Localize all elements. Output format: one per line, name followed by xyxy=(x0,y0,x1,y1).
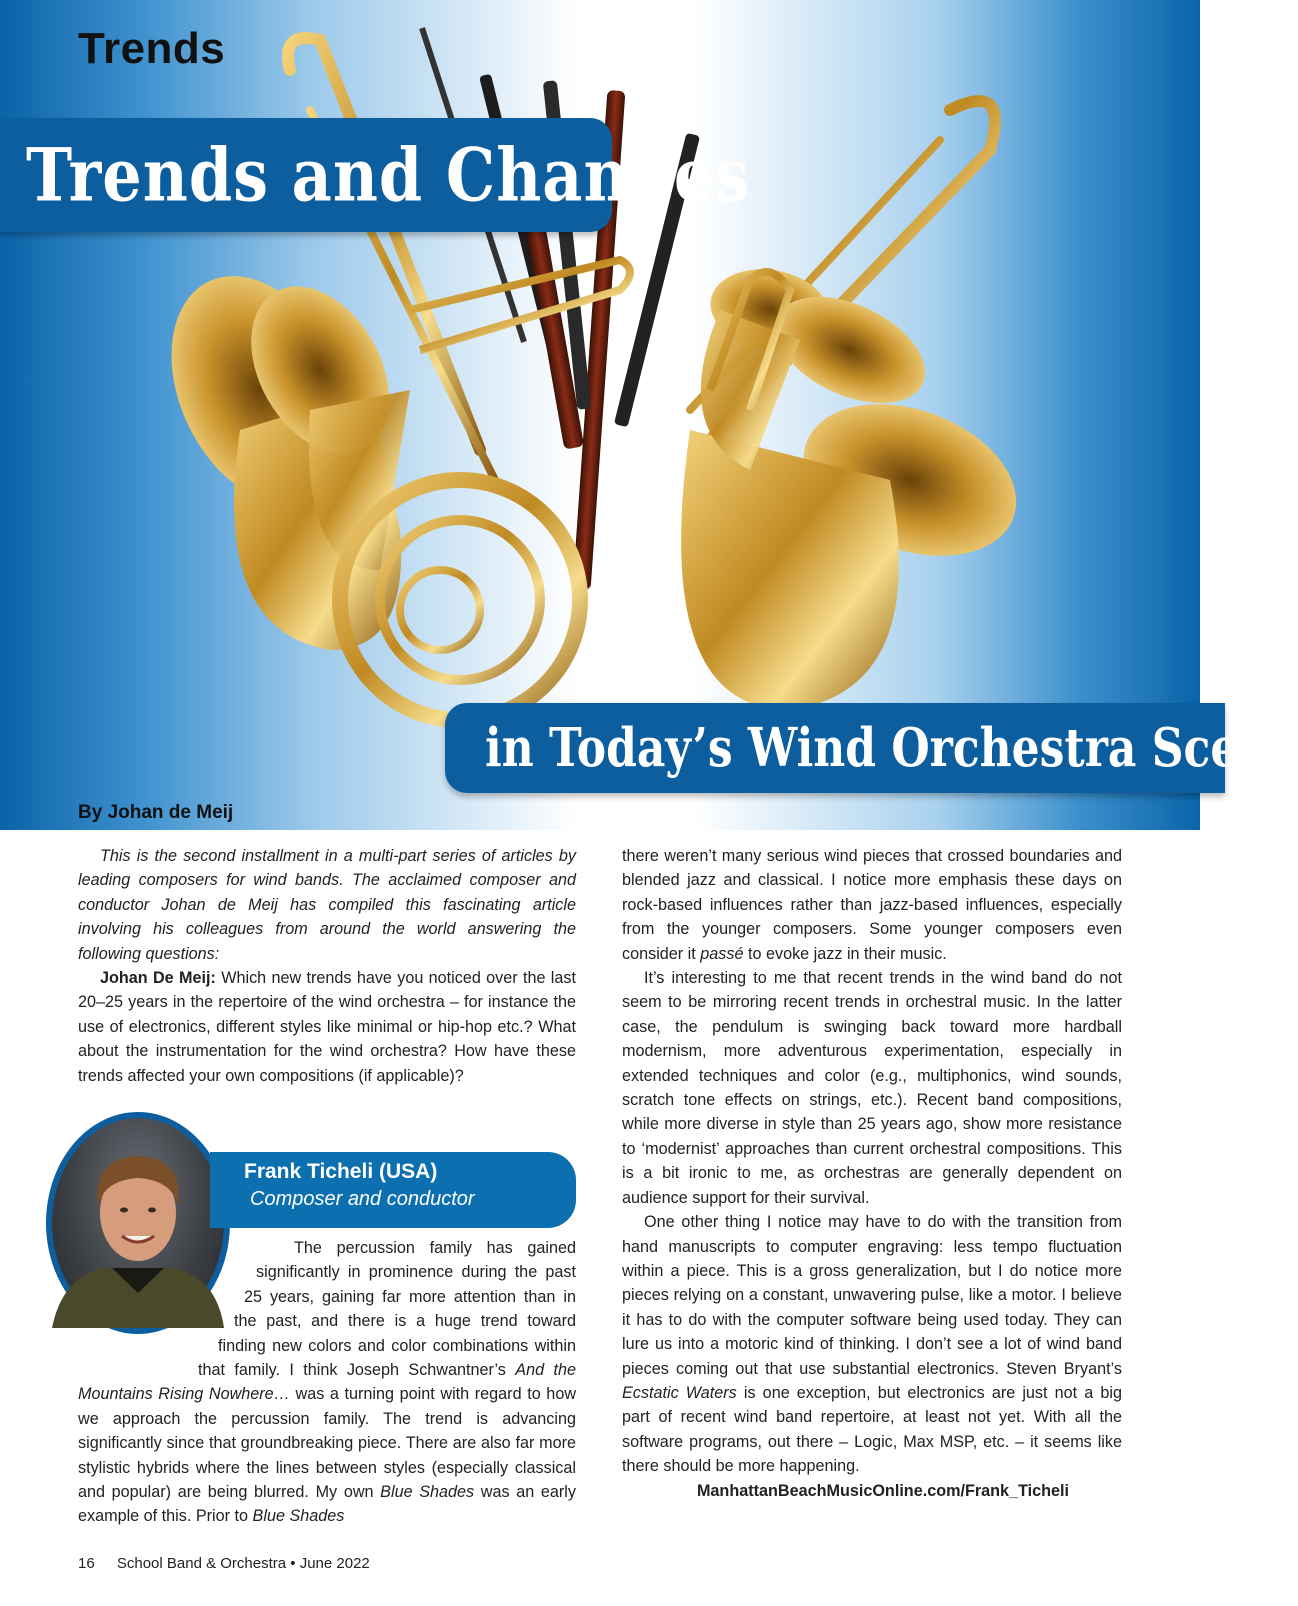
page-number: 16 xyxy=(78,1555,95,1572)
tuba-left xyxy=(137,247,417,650)
intro-paragraph: This is the second installment in a multi-part series of articles by leading composers for wind bands. The acclaimed composer and conductor Johan de Meij has compiled this fascinating article involving his colleagues from around the world answering the following questions: xyxy=(78,847,576,963)
profile-name: Frank Ticheli (USA) xyxy=(244,1160,438,1183)
answer-paragraph-2: It’s interesting to me that recent trends in the wind band do not seem to be mirroring recent trends in orchestral music. In the latter case, the pendulum is swinging back toward more hardball modernism, more adventurous experimentation, especially in extended techniques and color (e.g., multiphonics, wind sounds, scratch tone effects on strings, etc.). Recent band compositions, while more diverse in style than 25 years ago, show more resistance to ‘modernist’ approaches than current orchestral compositions. This is a bit ironic to me, as orchestras are generally dependent on audience support for their survival. xyxy=(622,969,1122,1207)
publication-name: School Band & Orchestra xyxy=(116,1555,287,1572)
question-paragraph xyxy=(78,966,576,1088)
profile-banner xyxy=(210,1152,576,1228)
french-horn xyxy=(340,480,580,720)
composer-website-link[interactable]: ManhattanBeachMusicOnline.com/Frank_Ticheli xyxy=(696,1481,1070,1500)
title-banner-bottom xyxy=(445,703,1298,793)
question-text: Which new trends have you noticed over the last 20–25 years in the repertoire of the wind orchestra – for instance the use of electronics, different styles like minimal or hip-hop etc.? What about the instrumentation for the wind orchestra? How have these trends affected your own compositions (if applicable)? xyxy=(78,969,576,1085)
left-column-bottom xyxy=(78,1236,576,1529)
article-title-line1: Trends and Changes xyxy=(26,132,751,219)
answer-paragraph-3: One other thing I notice may have to do with the transition from hand manuscripts to computer engraving: less tempo fluctuation within a piece. This is a gross generalization, but I do notice more pieces relying on a constant, unwavering pulse, like a motor. I believe it has to do with the computer software being used today. They can lure us into a motoric kind of thinking. I don’t see a lot of wind band pieces coming out that use substantial electronics. Steven Bryant’s Ecstatic Waters is one exception, but electronics are just not a big part of recent wind band repertoire, at least not yet. With all the software programs, out there – Logic, Max MSP, etc. – it seems like there should be more happening. xyxy=(622,1213,1122,1476)
question-speaker: Johan De Meij: xyxy=(100,969,216,988)
left-column-top xyxy=(78,844,576,1088)
byline: By Johan de Meij xyxy=(78,802,234,823)
title-banner-top xyxy=(0,118,751,232)
answer-paragraph-1: The percussion family has gained significantly in prominence during the past 25 years, gaining far more attention than in the past, and there is a huge trend toward finding new colors and color combinations within that family. I think Joseph Schwantner’s And the Mountains Rising Nowhere… was a turning point with regard to how we approach the percussion family. The trend is advancing significantly since that groundbreaking piece. There are also far more stylistic hybrids where the lines between styles (especially classical and popular) are being blurred. My own Blue Shades was an early example of this. Prior to Blue Shades xyxy=(78,1239,577,1526)
article-title-line2: in Today’s Wind Orchestra Scene xyxy=(485,717,1298,780)
answer-paragraph-1-continued: there weren’t many serious wind pieces that crossed boundaries and blended jazz and classical. I notice more emphasis these days on rock-based influences rather than jazz-based influences, especially from the younger composers. Some younger composers even consider it passé to evoke jazz in their music. xyxy=(622,847,1122,963)
page-footer xyxy=(78,1555,370,1572)
issue-date: • June 2022 xyxy=(290,1555,370,1572)
profile-role: Composer and conductor xyxy=(250,1188,475,1210)
brass-woodwind-instruments-illustration xyxy=(150,10,1010,710)
section-label: Trends xyxy=(78,24,226,73)
right-column xyxy=(622,844,1122,1503)
